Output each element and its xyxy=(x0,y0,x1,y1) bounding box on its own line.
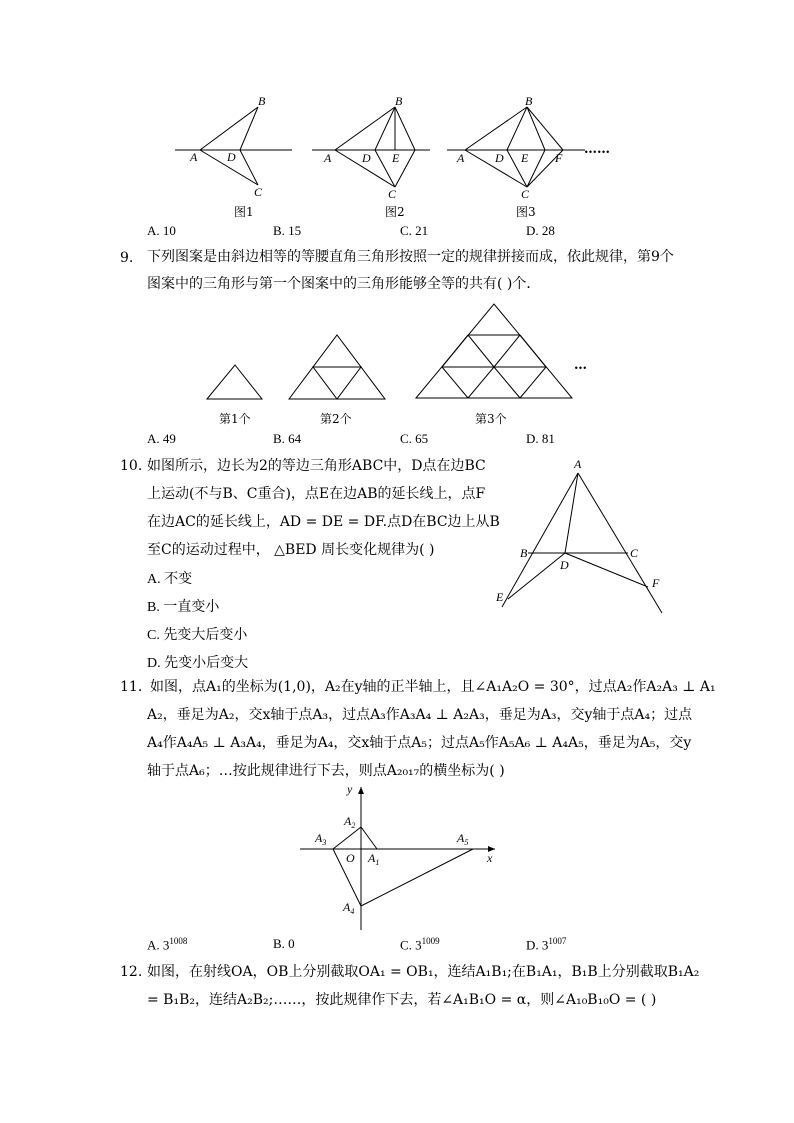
q9-pattern-2 xyxy=(287,332,387,402)
point-label: E xyxy=(392,151,400,165)
question-text: A₄作A₄A₅ ⊥ A₃A₄，垂足为A₄，交x轴于点A₅；过点A₅作A₅A₆ ⊥ A₄A₅，垂足为A₅，交y xyxy=(147,735,692,751)
question-text: 如图，点A₁的坐标为(1,0)，A₂在y轴的正半轴上，且∠A₁A₂O = 30°，过点A₂作A₂A₃ ⊥ A₁ xyxy=(150,679,716,695)
point-label-a3: $A_3$ xyxy=(315,831,327,847)
q11-option-b[interactable]: B. 0 xyxy=(273,936,295,951)
q11-option-d[interactable]: D. $3^{1007}$ xyxy=(526,936,567,953)
question-text: 在边AC的延长线上，AD = DE = DF.点D在BC边上从B xyxy=(147,514,500,530)
point-label: C xyxy=(254,185,263,199)
axis-label-y: y xyxy=(347,782,353,796)
question-text: A₂，垂足为A₂，交x轴于点A₃，过点A₃作A₃A₄ ⊥ A₂A₃，垂足为A₃，交y轴于点A₄；过点 xyxy=(147,707,693,723)
point-label: B xyxy=(525,94,533,108)
q9-pattern-1 xyxy=(205,362,265,402)
ellipsis: …… xyxy=(584,142,610,157)
figure-caption-1: 图1 xyxy=(234,205,254,219)
axis-label-x: x xyxy=(487,851,493,865)
point-label: A xyxy=(190,150,198,164)
q8-option-c[interactable]: C. 21 xyxy=(400,223,429,238)
question-text: 至C的运动过程中， △BED 周长变化规律为( ) xyxy=(147,542,435,558)
pattern-caption-2: 第2个 xyxy=(320,412,352,426)
ellipsis: … xyxy=(574,358,587,373)
question-text: 如图所示，边长为2的等边三角形ABC中，D点在边BC xyxy=(147,458,486,474)
point-label: E xyxy=(521,151,529,165)
q8-option-b[interactable]: B. 15 xyxy=(273,223,302,238)
point-label: B xyxy=(258,94,266,108)
point-label-a5: $A_5$ xyxy=(457,831,469,847)
point-label-a4: $A_4$ xyxy=(343,900,355,916)
question-number: 12. xyxy=(120,964,143,980)
point-label: C xyxy=(388,187,397,201)
q9-option-c[interactable]: C. 65 xyxy=(400,431,429,446)
figure-caption-3: 图3 xyxy=(516,205,536,219)
q10-option-c[interactable]: C. 先变大后变小 xyxy=(147,628,248,643)
point-label: F xyxy=(652,576,660,590)
point-label: D xyxy=(362,151,371,165)
point-label-a2: $A_2$ xyxy=(344,814,356,830)
pattern-caption-3: 第3个 xyxy=(475,412,507,426)
question-text: 图案中的三角形与第一个图案中的三角形能够全等的共有( )个． xyxy=(147,276,541,292)
question-number: 9. xyxy=(120,250,134,266)
q9-pattern-3 xyxy=(414,301,574,401)
question-text: 下列图案是由斜边相等的等腰直角三角形按照一定的规律拼接而成，依此规律，第9个 xyxy=(147,249,674,265)
q10-option-b[interactable]: B. 一直变小 xyxy=(147,600,220,615)
question-number: 11. xyxy=(120,679,143,695)
figure-caption-2: 图2 xyxy=(385,205,405,219)
point-label-a1: $A_1$ xyxy=(368,851,380,867)
question-number: 10. xyxy=(120,458,143,474)
q10-option-d[interactable]: D. 先变小后变大 xyxy=(147,656,249,671)
q9-option-b[interactable]: B. 64 xyxy=(273,431,302,446)
point-label: C xyxy=(521,187,530,201)
pattern-caption-1: 第1个 xyxy=(219,412,251,426)
point-label: D xyxy=(560,558,569,572)
point-label: B xyxy=(395,94,403,108)
q8-option-d[interactable]: D. 28 xyxy=(526,223,555,238)
q9-option-d[interactable]: D. 81 xyxy=(526,431,555,446)
q10-triangle-figure xyxy=(490,455,670,615)
q8-figure-2 xyxy=(310,92,440,202)
q8-figure-1 xyxy=(170,92,300,202)
q11-option-c[interactable]: C. $3^{1009}$ xyxy=(400,936,440,953)
point-label: F xyxy=(555,151,563,165)
q8-option-a[interactable]: A. 10 xyxy=(147,223,176,238)
point-label: A xyxy=(574,457,582,471)
q8-figure-3 xyxy=(445,92,585,202)
question-text: 轴于点A₆；…按此规律进行下去，则点A₂₀₁₇的横坐标为( ) xyxy=(147,763,505,779)
q10-option-a[interactable]: A. 不变 xyxy=(147,572,193,587)
point-label: A xyxy=(457,151,465,165)
point-label: B xyxy=(520,546,528,560)
point-label: A xyxy=(324,151,332,165)
q11-coordinate-figure xyxy=(295,782,505,937)
question-text: 如图，在射线OA，OB上分别截取OA₁ = OB₁，连结A₁B₁;在B₁A₁，B₁B上分别截取B₁A₂ xyxy=(147,964,700,980)
point-label: E xyxy=(496,590,504,604)
point-label: D xyxy=(227,150,236,164)
point-label: C xyxy=(630,546,639,560)
point-label: D xyxy=(495,151,504,165)
q9-option-a[interactable]: A. 49 xyxy=(147,431,176,446)
q11-option-a[interactable]: A. $3^{1008}$ xyxy=(147,936,188,953)
question-text: = B₁B₂，连结A₂B₂;……，按此规律作下去，若∠A₁B₁O = α，则∠A₁₀B₁₀O = ( ) xyxy=(147,992,657,1008)
question-text: 上运动(不与B、C重合)，点E在边AB的延长线上，点F xyxy=(147,486,486,502)
origin-label: O xyxy=(346,851,355,865)
